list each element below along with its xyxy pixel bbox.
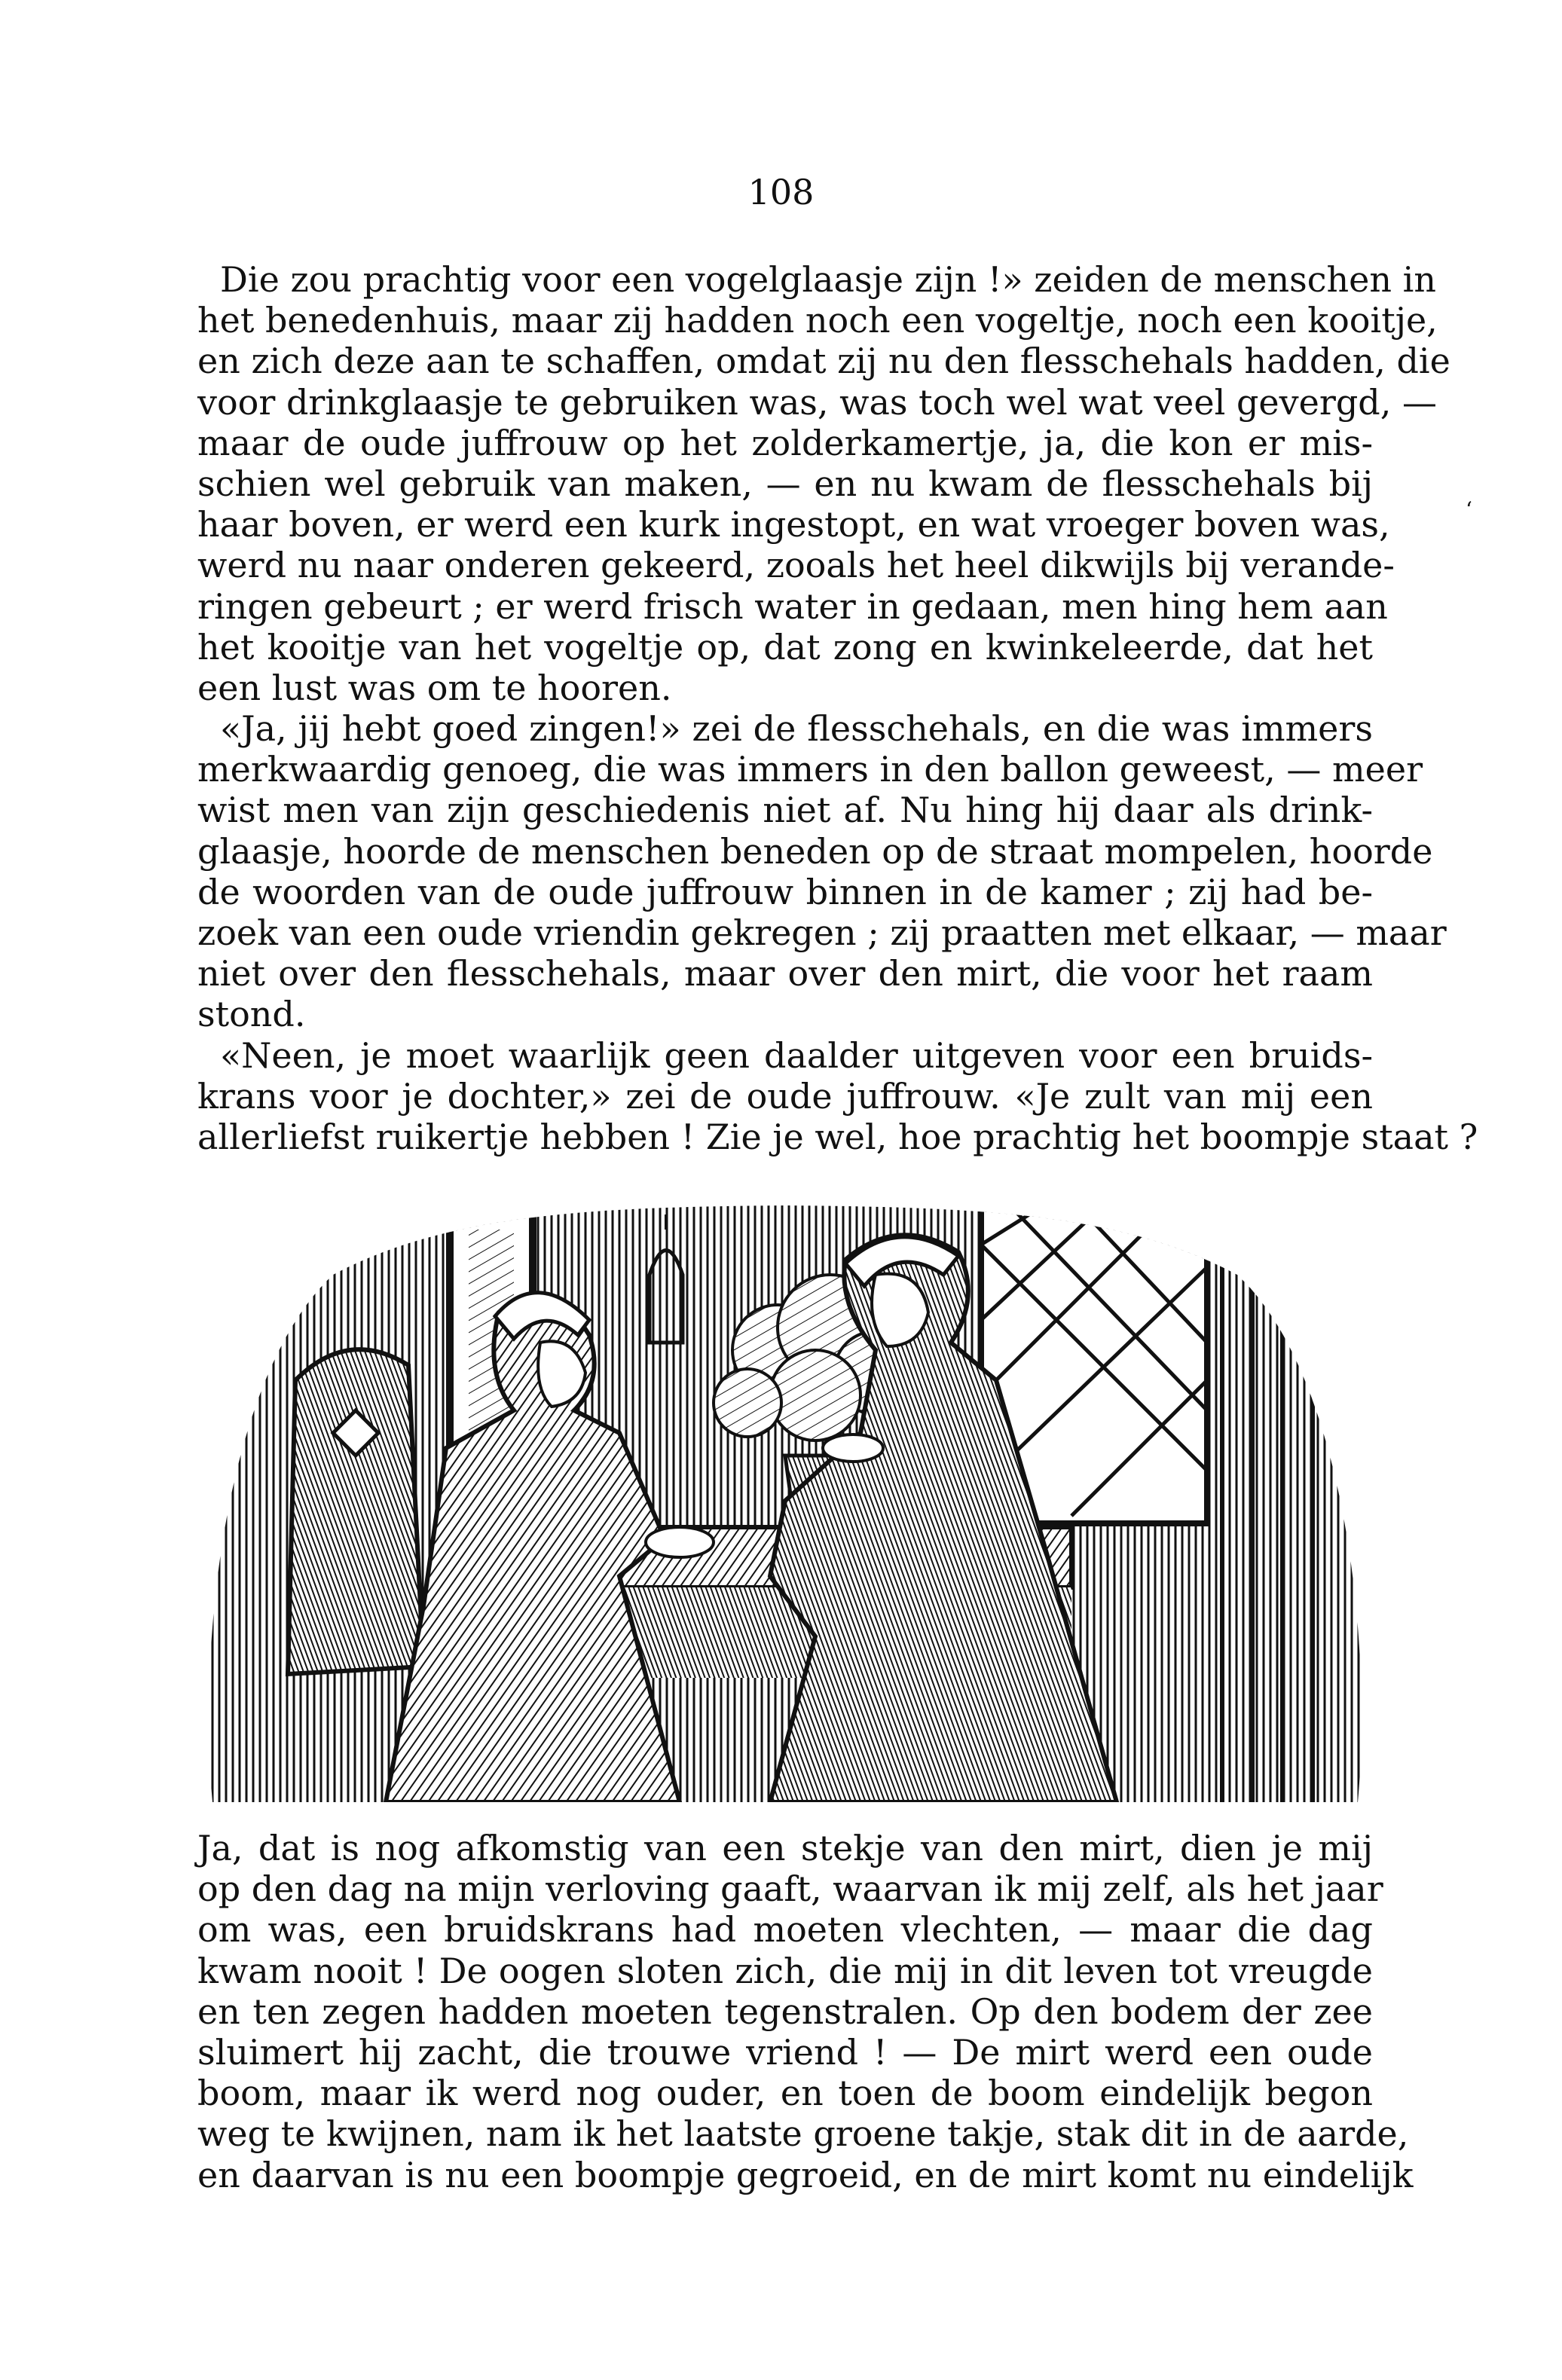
text-line: glaasje, hoorde de menschen beneden op de straat mompelen, hoorde <box>197 830 1433 872</box>
text-line: Die zou prachtig voor een vogelglaasje zijn !» zeiden de menschen in <box>220 259 1436 300</box>
text-line: «Ja, jij hebt goed zingen!» zei de flesschehals, en die was immers <box>220 708 1373 750</box>
text-line: een lust was om te hooren. <box>197 667 672 708</box>
text-block-top <box>197 259 1478 1157</box>
text-line: «Neen, je moet waarlijk geen daalder uitgeven voor een bruids- <box>220 1034 1373 1076</box>
text-line: haar boven, er werd een kurk ingestopt, en wat vroeger boven was, <box>197 504 1390 545</box>
text-line: schien wel gebruik van maken, — en nu kwam de flesschehals bij <box>197 463 1373 504</box>
text-line: boom, maar ik werd nog ouder, en toen de boom eindelijk begon <box>197 2073 1373 2114</box>
text-line: het benedenhuis, maar zij hadden noch een vogeltje, noch een kooitje, <box>197 300 1438 341</box>
text-block-bottom <box>197 1828 1414 2195</box>
text-line: allerliefst ruikertje hebben ! Zie je wel, hoe prachtig het boompje staat ? <box>197 1116 1478 1157</box>
text-line: sluimert hij zacht, die trouwe vriend ! — De mirt werd een oude <box>197 2031 1373 2073</box>
text-line: maar de oude juffrouw op het zolderkamertje, ja, die kon er mis- <box>197 422 1373 463</box>
text-line: om was, een bruidskrans had moeten vlechten, — maar die dag <box>197 1909 1373 1951</box>
text-line: en zich deze aan te schaffen, omdat zij nu den flesschehals hadden, die <box>197 341 1450 382</box>
text-line: het kooitje van het vogeltje op, dat zong en kwinkeleerde, dat het <box>197 626 1373 668</box>
text-line: stond. <box>197 994 306 1035</box>
page-number: 108 <box>747 172 815 212</box>
text-line: en daarvan is nu een boompje gegroeid, en de mirt komt nu eindelijk <box>197 2154 1414 2195</box>
text-line: kwam nooit ! De oogen sloten zich, die mij in dit leven tot vreugde <box>197 1950 1373 1991</box>
text-line: de woorden van de oude juffrouw binnen in de kamer ; zij had be- <box>197 871 1373 912</box>
text-line: op den dag na mijn verloving gaaft, waarvan ik mij zelf, als het jaar <box>197 1868 1383 1910</box>
text-line: Ja, dat is nog afkomstig van een stekje van den mirt, dien je mij <box>197 1828 1373 1868</box>
margin-mark: ‘ <box>1466 497 1472 522</box>
text-line: ringen gebeurt ; er werd frisch water in gedaan, men hing hem aan <box>197 585 1388 627</box>
text-line: werd nu naar onderen gekeerd, zooals het heel dikwijls bij verande- <box>197 545 1395 586</box>
text-line: wist men van zijn geschiedenis niet af. Nu hing hij daar als drink- <box>197 790 1373 831</box>
engraving-two-women-at-window-icon <box>197 1184 1373 1802</box>
text-line: krans voor je dochter,» zei de oude juffrouw. «Je zult van mij een <box>197 1075 1373 1117</box>
text-line: merkwaardig genoeg, die was immers in den ballon geweest, — meer <box>197 749 1423 790</box>
text-line: zoek van een oude vriendin gekregen ; zij praatten met elkaar, — maar <box>197 912 1447 953</box>
text-line: en ten zegen hadden moeten tegenstralen. Op den bodem der zee <box>197 1990 1373 2032</box>
text-line: voor drinkglaasje te gebruiken was, was toch wel wat veel gevergd, — <box>197 381 1437 423</box>
text-line: weg te kwijnen, nam ik het laatste groene takje, stak dit in de aarde, <box>197 2113 1409 2155</box>
text-line: niet over den flesschehals, maar over den mirt, die voor het raam <box>197 953 1373 994</box>
